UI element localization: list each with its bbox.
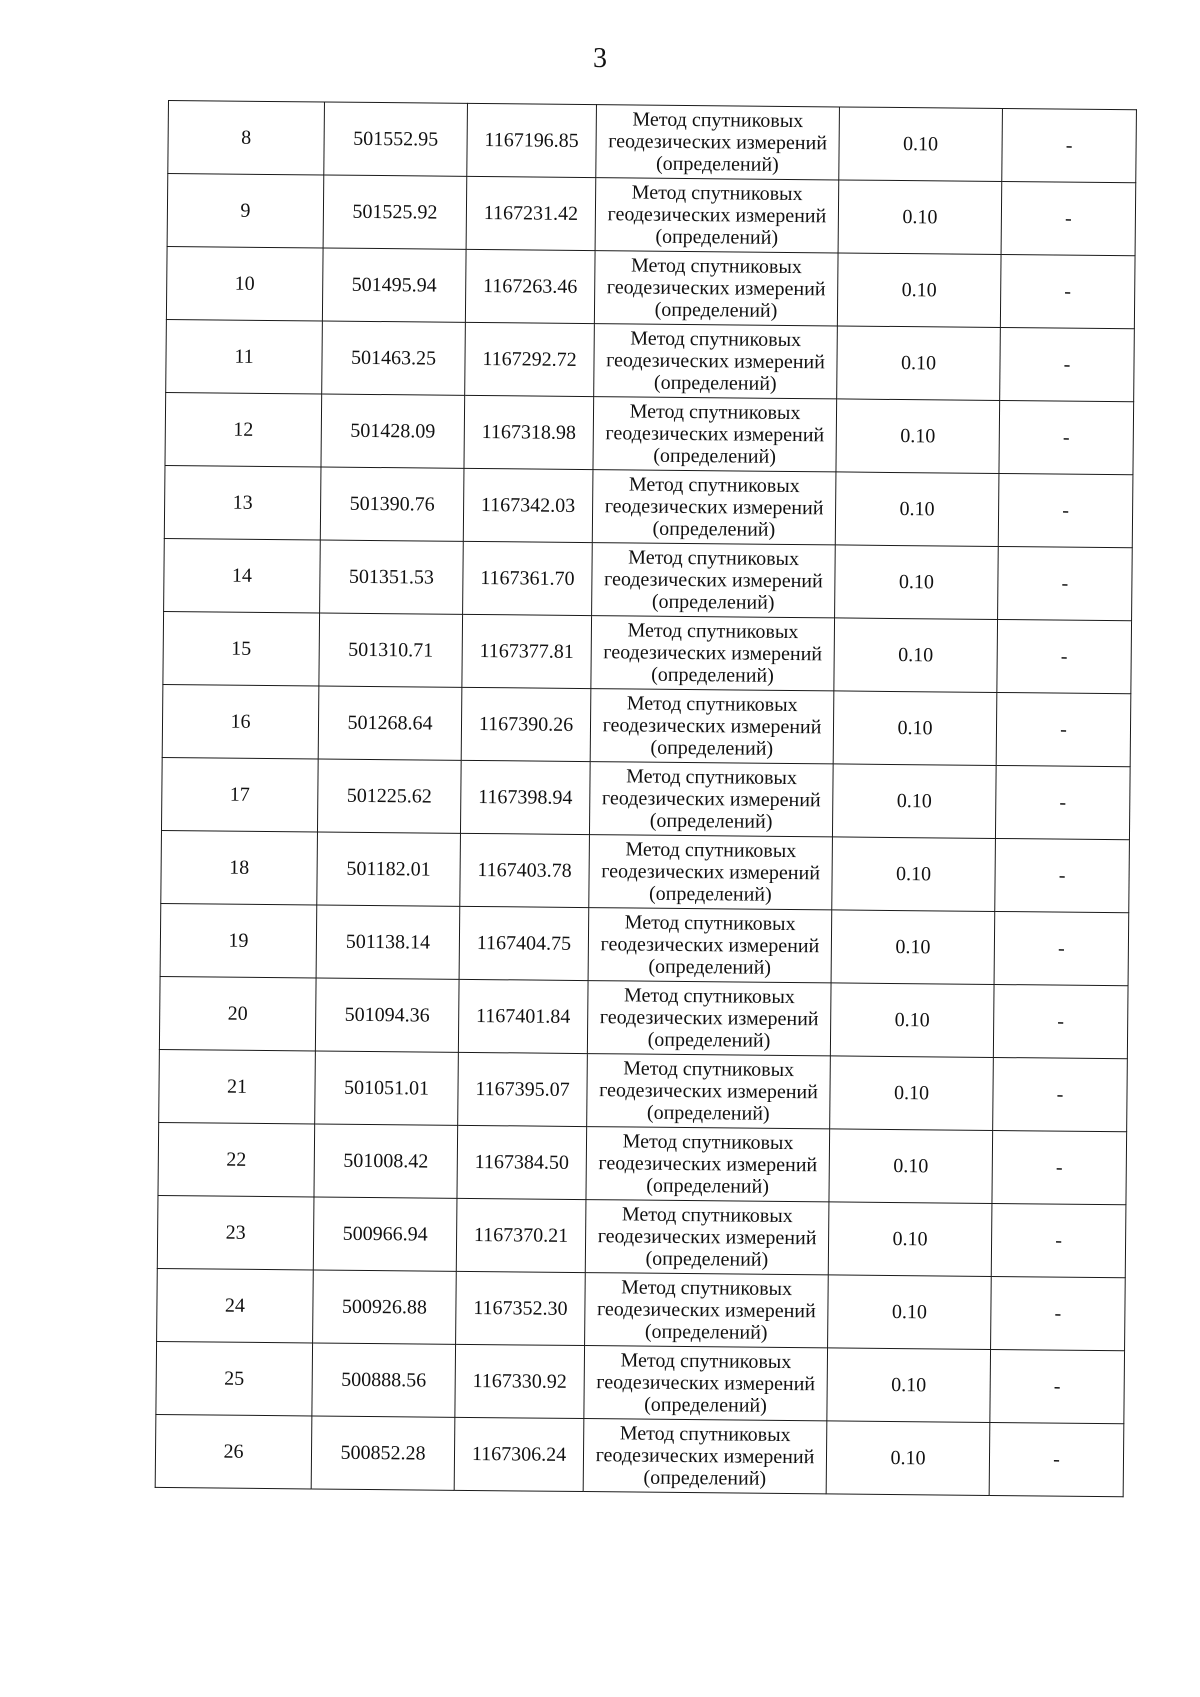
table-row bbox=[162, 684, 1131, 766]
table-row bbox=[155, 1414, 1124, 1496]
method-cell bbox=[587, 981, 831, 1056]
method-cell bbox=[583, 1419, 827, 1494]
table-row bbox=[164, 465, 1133, 547]
method-cell bbox=[592, 470, 836, 545]
point-number-cell: 23 bbox=[157, 1195, 314, 1269]
method-cell bbox=[595, 178, 839, 253]
method-cell bbox=[585, 1200, 829, 1275]
note-cell: - bbox=[999, 400, 1134, 474]
x-coordinate-cell: 501051.01 bbox=[315, 1051, 459, 1125]
note-cell: - bbox=[991, 1276, 1126, 1350]
method-line-2: геодезических измерений bbox=[601, 787, 821, 812]
method-line-2: геодезических измерений bbox=[607, 203, 827, 228]
y-coordinate-cell: 1167330.92 bbox=[455, 1344, 585, 1418]
method-line-3: (определений) bbox=[646, 1101, 770, 1125]
method-cell bbox=[592, 543, 836, 618]
table-row bbox=[161, 830, 1130, 912]
table-row bbox=[168, 101, 1137, 183]
table-row bbox=[157, 1268, 1126, 1350]
coordinates-table bbox=[155, 100, 1137, 1497]
y-coordinate-cell: 1167292.72 bbox=[465, 322, 595, 396]
table-row bbox=[163, 611, 1132, 693]
point-number-cell: 12 bbox=[165, 392, 322, 466]
note-cell: - bbox=[998, 546, 1133, 620]
method-line-3: (определений) bbox=[646, 1174, 770, 1198]
y-coordinate-cell: 1167263.46 bbox=[465, 249, 595, 323]
table-row bbox=[159, 976, 1128, 1058]
method-line-1: Метод спутниковых bbox=[628, 473, 800, 498]
method-cell bbox=[585, 1273, 829, 1348]
method-line-1: Метод спутниковых bbox=[628, 546, 800, 571]
method-line-2: геодезических измерений bbox=[603, 568, 823, 593]
note-cell: - bbox=[1000, 255, 1135, 329]
method-line-2: геодезических измерений bbox=[608, 130, 828, 155]
coordinates-table-wrapper bbox=[155, 100, 1136, 1497]
table-row bbox=[166, 319, 1135, 401]
method-line-3: (определений) bbox=[652, 517, 776, 541]
y-coordinate-cell: 1167398.94 bbox=[460, 760, 590, 834]
point-number-cell: 20 bbox=[159, 976, 316, 1050]
point-number-cell: 26 bbox=[155, 1414, 312, 1488]
accuracy-cell: 0.10 bbox=[832, 837, 996, 912]
point-number-cell: 13 bbox=[164, 465, 321, 539]
method-line-3: (определений) bbox=[651, 590, 775, 614]
y-coordinate-cell: 1167395.07 bbox=[458, 1052, 588, 1126]
note-cell: - bbox=[997, 619, 1132, 693]
x-coordinate-cell: 501351.53 bbox=[320, 540, 464, 614]
note-cell: - bbox=[993, 984, 1128, 1058]
accuracy-cell: 0.10 bbox=[839, 107, 1003, 182]
y-coordinate-cell: 1167377.81 bbox=[462, 614, 592, 688]
note-cell: - bbox=[995, 838, 1130, 912]
y-coordinate-cell: 1167342.03 bbox=[463, 468, 593, 542]
y-coordinate-cell: 1167403.78 bbox=[460, 833, 590, 907]
note-cell: - bbox=[992, 1130, 1127, 1204]
accuracy-cell: 0.10 bbox=[830, 983, 994, 1058]
point-number-cell: 17 bbox=[161, 757, 318, 831]
x-coordinate-cell: 500966.94 bbox=[313, 1197, 457, 1271]
method-cell bbox=[584, 1346, 828, 1421]
accuracy-cell: 0.10 bbox=[837, 253, 1001, 328]
accuracy-cell: 0.10 bbox=[828, 1202, 992, 1277]
method-line-3: (определений) bbox=[644, 1320, 768, 1344]
method-line-2: геодезических измерений bbox=[606, 349, 825, 374]
method-line-3: (определений) bbox=[648, 955, 772, 979]
method-line-2: геодезических измерений bbox=[606, 276, 826, 301]
method-line-3: (определений) bbox=[649, 809, 773, 833]
point-number-cell: 14 bbox=[164, 538, 321, 612]
table-row bbox=[156, 1341, 1125, 1423]
x-coordinate-cell: 501525.92 bbox=[323, 175, 467, 249]
table-row bbox=[167, 174, 1136, 256]
x-coordinate-cell: 501225.62 bbox=[317, 759, 461, 833]
method-cell bbox=[591, 616, 835, 691]
method-line-1: Метод спутниковых bbox=[631, 181, 803, 206]
method-line-1: Метод спутниковых bbox=[626, 692, 798, 717]
method-line-1: Метод спутниковых bbox=[623, 984, 795, 1009]
method-line-2: геодезических измерений bbox=[600, 933, 820, 958]
table-row bbox=[165, 392, 1134, 474]
method-line-2: геодезических измерений bbox=[604, 495, 824, 520]
table-row bbox=[164, 538, 1133, 620]
method-line-1: Метод спутниковых bbox=[629, 400, 801, 425]
method-line-1: Метод спутниковых bbox=[630, 327, 802, 352]
method-cell bbox=[596, 105, 840, 180]
note-cell: - bbox=[993, 1057, 1128, 1131]
method-line-1: Метод спутниковых bbox=[625, 838, 797, 863]
point-number-cell: 18 bbox=[161, 830, 318, 904]
method-line-1: Метод спутниковых bbox=[621, 1276, 793, 1301]
method-line-1: Метод спутниковых bbox=[619, 1422, 791, 1447]
y-coordinate-cell: 1167401.84 bbox=[458, 979, 588, 1053]
table-row bbox=[159, 1049, 1128, 1131]
point-number-cell: 21 bbox=[159, 1049, 316, 1123]
point-number-cell: 22 bbox=[158, 1122, 315, 1196]
method-line-3: (определений) bbox=[645, 1247, 769, 1271]
method-cell bbox=[594, 324, 838, 399]
note-cell: - bbox=[996, 692, 1131, 766]
method-cell bbox=[589, 835, 833, 910]
point-number-cell: 11 bbox=[166, 319, 323, 393]
note-cell: - bbox=[989, 1422, 1124, 1496]
method-line-2: геодезических измерений bbox=[599, 1079, 818, 1104]
accuracy-cell: 0.10 bbox=[835, 472, 999, 547]
note-cell: - bbox=[995, 765, 1130, 839]
method-line-3: (определений) bbox=[654, 298, 778, 322]
point-number-cell: 16 bbox=[162, 684, 319, 758]
y-coordinate-cell: 1167390.26 bbox=[461, 687, 591, 761]
table-row bbox=[158, 1122, 1127, 1204]
y-coordinate-cell: 1167306.24 bbox=[454, 1417, 584, 1491]
accuracy-cell: 0.10 bbox=[838, 180, 1002, 255]
accuracy-cell: 0.10 bbox=[829, 1129, 993, 1204]
y-coordinate-cell: 1167231.42 bbox=[466, 176, 596, 250]
x-coordinate-cell: 501138.14 bbox=[316, 905, 460, 979]
method-line-1: Метод спутниковых bbox=[623, 1057, 795, 1082]
method-line-3: (определений) bbox=[648, 882, 772, 906]
method-line-2: геодезических измерений bbox=[599, 1006, 819, 1031]
method-line-2: геодезических измерений bbox=[601, 860, 821, 885]
x-coordinate-cell: 501094.36 bbox=[315, 978, 459, 1052]
method-line-3: (определений) bbox=[655, 225, 779, 249]
method-line-3: (определений) bbox=[650, 736, 774, 760]
method-line-3: (определений) bbox=[653, 444, 777, 468]
x-coordinate-cell: 501390.76 bbox=[320, 467, 464, 541]
x-coordinate-cell: 501552.95 bbox=[324, 102, 468, 176]
note-cell: - bbox=[990, 1349, 1125, 1423]
accuracy-cell: 0.10 bbox=[830, 1056, 994, 1131]
x-coordinate-cell: 501008.42 bbox=[314, 1124, 458, 1198]
point-number-cell: 8 bbox=[168, 101, 325, 175]
y-coordinate-cell: 1167370.21 bbox=[456, 1198, 586, 1272]
note-cell: - bbox=[991, 1203, 1126, 1277]
table-row bbox=[161, 757, 1130, 839]
method-line-3: (определений) bbox=[647, 1028, 771, 1052]
method-line-1: Метод спутниковых bbox=[621, 1203, 793, 1228]
point-number-cell: 24 bbox=[157, 1268, 314, 1342]
method-line-2: геодезических измерений bbox=[596, 1298, 816, 1323]
note-cell: - bbox=[1002, 109, 1137, 183]
x-coordinate-cell: 500852.28 bbox=[311, 1416, 455, 1490]
note-cell: - bbox=[994, 911, 1129, 985]
accuracy-cell: 0.10 bbox=[833, 691, 997, 766]
accuracy-cell: 0.10 bbox=[831, 910, 995, 985]
point-number-cell: 9 bbox=[167, 174, 324, 248]
page-number: 3 bbox=[593, 43, 607, 74]
y-coordinate-cell: 1167352.30 bbox=[456, 1271, 586, 1345]
method-line-2: геодезических измерений bbox=[597, 1225, 817, 1250]
method-line-2: геодезических измерений bbox=[602, 714, 822, 739]
method-cell bbox=[588, 908, 832, 983]
x-coordinate-cell: 501182.01 bbox=[317, 832, 461, 906]
method-line-3: (определений) bbox=[651, 663, 774, 687]
method-cell bbox=[589, 762, 833, 837]
method-cell bbox=[594, 251, 838, 326]
x-coordinate-cell: 501268.64 bbox=[318, 686, 462, 760]
method-cell bbox=[587, 1054, 831, 1129]
table-row bbox=[160, 903, 1129, 985]
point-number-cell: 25 bbox=[156, 1341, 313, 1415]
table-row bbox=[166, 246, 1135, 328]
x-coordinate-cell: 500888.56 bbox=[312, 1343, 456, 1417]
method-line-2: геодезических измерений bbox=[596, 1371, 816, 1396]
y-coordinate-cell: 1167361.70 bbox=[463, 541, 593, 615]
accuracy-cell: 0.10 bbox=[826, 1421, 990, 1496]
x-coordinate-cell: 501310.71 bbox=[319, 613, 463, 687]
note-cell: - bbox=[998, 473, 1133, 547]
x-coordinate-cell: 501495.94 bbox=[322, 248, 466, 322]
x-coordinate-cell: 500926.88 bbox=[313, 1270, 457, 1344]
method-line-3: (определений) bbox=[653, 371, 777, 395]
method-line-1: Метод спутниковых bbox=[627, 619, 799, 644]
y-coordinate-cell: 1167404.75 bbox=[459, 906, 589, 980]
method-line-3: (определений) bbox=[644, 1393, 767, 1417]
method-cell bbox=[590, 689, 834, 764]
accuracy-cell: 0.10 bbox=[835, 545, 999, 620]
method-line-2: геодезических измерений bbox=[595, 1444, 815, 1469]
point-number-cell: 19 bbox=[160, 903, 317, 977]
method-line-3: (определений) bbox=[655, 152, 779, 176]
y-coordinate-cell: 1167384.50 bbox=[457, 1125, 587, 1199]
note-cell: - bbox=[1000, 328, 1135, 402]
point-number-cell: 15 bbox=[163, 611, 320, 685]
method-line-1: Метод спутниковых bbox=[630, 254, 802, 279]
method-line-2: геодезических измерений bbox=[603, 641, 823, 666]
method-line-1: Метод спутниковых bbox=[632, 108, 804, 133]
accuracy-cell: 0.10 bbox=[828, 1275, 992, 1350]
method-line-2: геодезических измерений bbox=[605, 422, 825, 447]
note-cell: - bbox=[1001, 182, 1136, 256]
method-line-1: Метод спутниковых bbox=[624, 911, 796, 936]
method-line-1: Метод спутниковых bbox=[622, 1130, 794, 1155]
x-coordinate-cell: 501428.09 bbox=[321, 394, 465, 468]
accuracy-cell: 0.10 bbox=[832, 764, 996, 839]
point-number-cell: 10 bbox=[166, 246, 323, 320]
table-row bbox=[157, 1195, 1126, 1277]
method-line-1: Метод спутниковых bbox=[620, 1349, 792, 1374]
method-cell bbox=[586, 1127, 830, 1202]
method-line-2: геодезических измерений bbox=[598, 1152, 818, 1177]
accuracy-cell: 0.10 bbox=[834, 618, 998, 693]
accuracy-cell: 0.10 bbox=[827, 1348, 991, 1423]
accuracy-cell: 0.10 bbox=[837, 326, 1001, 401]
method-cell bbox=[593, 397, 837, 472]
y-coordinate-cell: 1167196.85 bbox=[467, 103, 597, 177]
accuracy-cell: 0.10 bbox=[836, 399, 1000, 474]
method-line-3: (определений) bbox=[643, 1466, 767, 1490]
method-line-1: Метод спутниковых bbox=[626, 765, 798, 790]
y-coordinate-cell: 1167318.98 bbox=[464, 395, 594, 469]
coordinates-table-body bbox=[155, 101, 1136, 1497]
x-coordinate-cell: 501463.25 bbox=[322, 321, 466, 395]
